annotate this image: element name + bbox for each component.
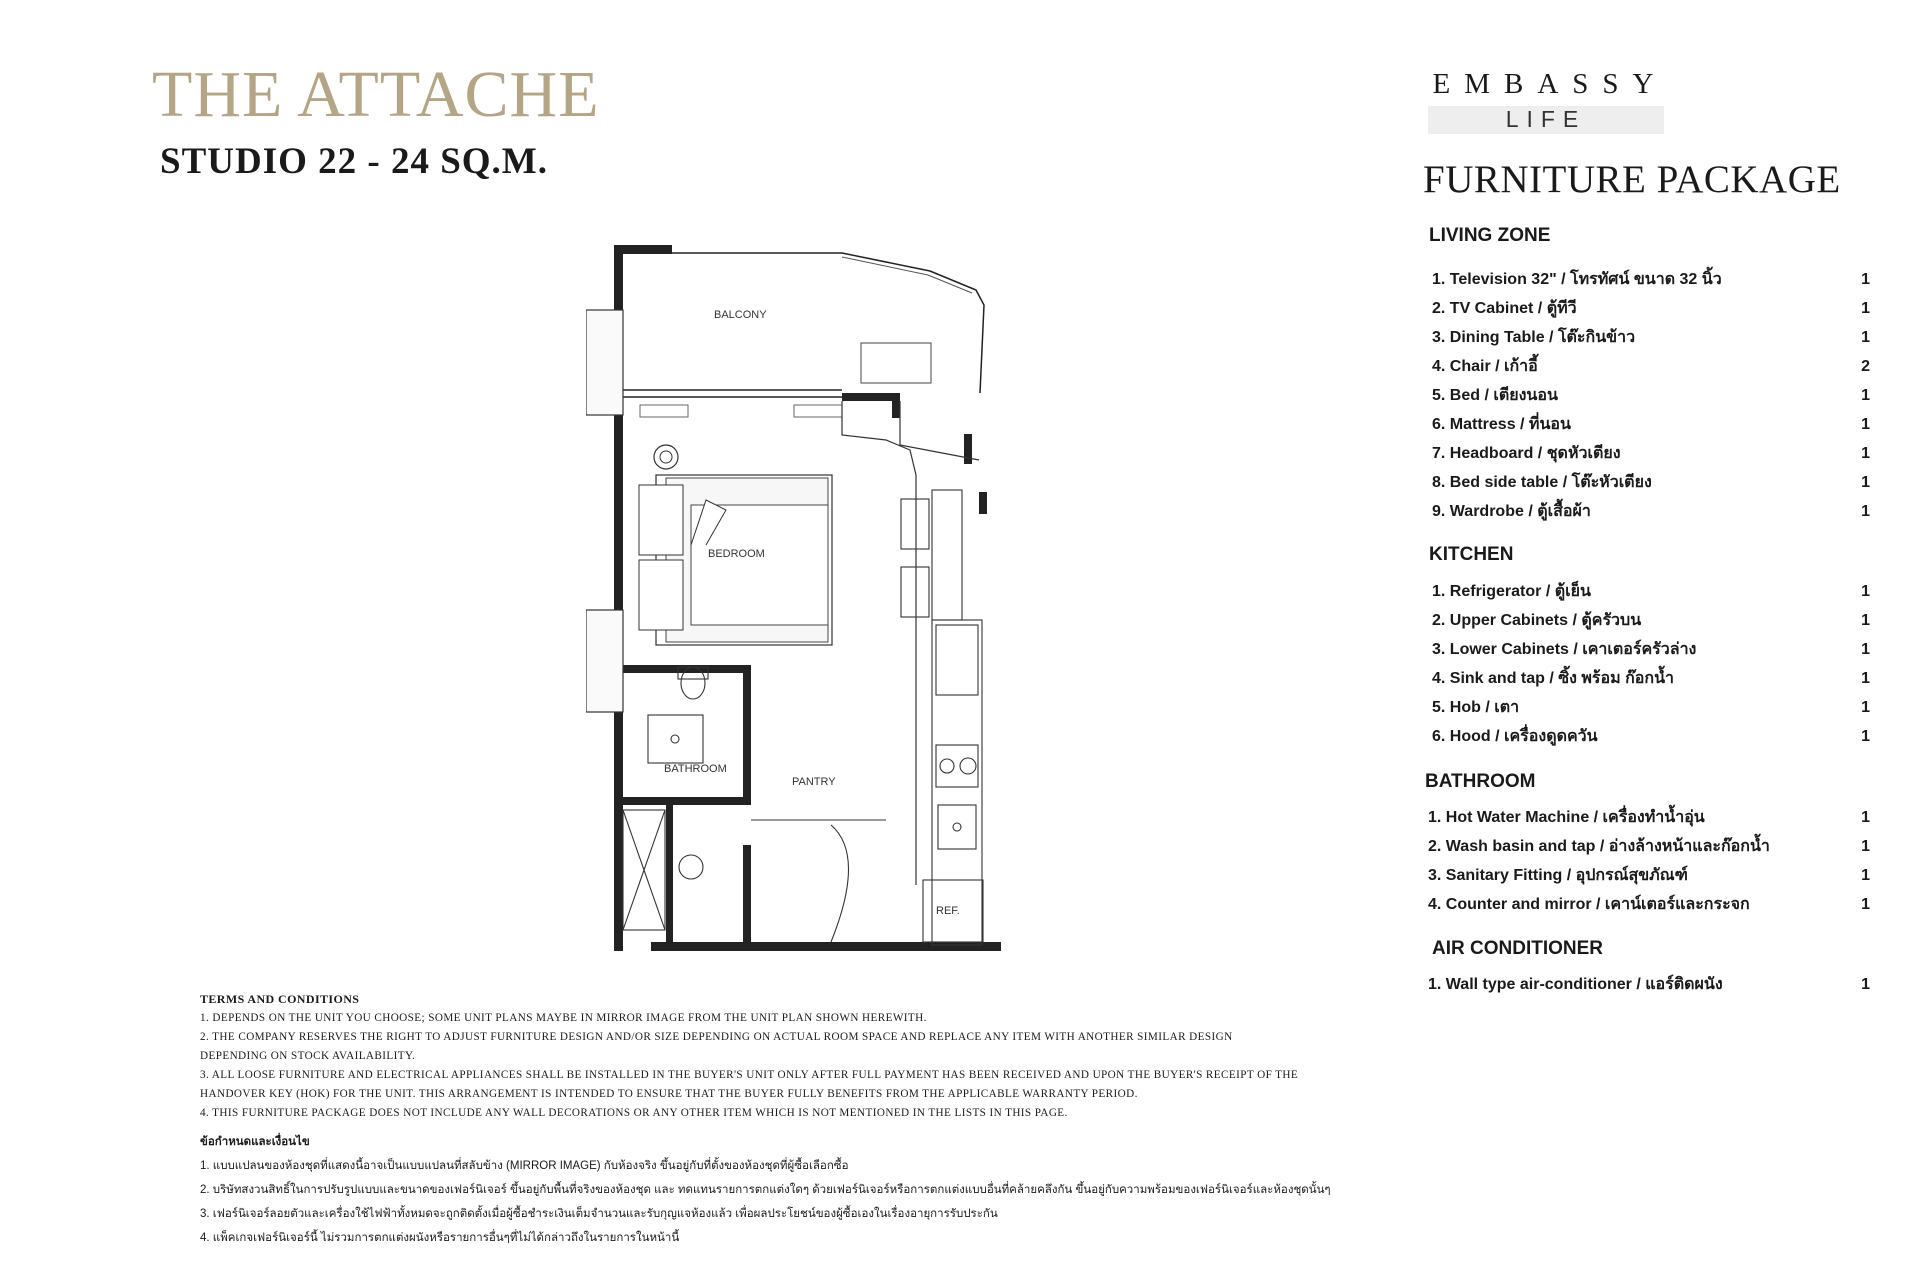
furniture-item: 1. Hot Water Machine / เครื่องทำน้ำอุ่น (1428, 809, 1705, 826)
bedside-table (654, 445, 678, 469)
terms-line-th: 1. แบบแปลนของห้องชุดที่แสดงนี้อาจเป็นแบบแปลนที่สลับข้าง (MIRROR IMAGE) กับห้องจริง ขึ้นอยู่กับที่ตั้งของห้องชุดที่ผู้ซื้อเลือกซื้อ (200, 1160, 849, 1172)
furniture-qty: 1 (1861, 867, 1870, 884)
zone-heading-living: LIVING ZONE (1429, 225, 1551, 246)
furniture-qty: 1 (1861, 976, 1870, 993)
furniture-item: 2. Wash basin and tap / อ่างล้างหน้าและก๊อกน้ำ (1428, 838, 1770, 855)
furniture-qty: 2 (1861, 358, 1870, 375)
room-label-balcony: BALCONY (714, 309, 767, 321)
column-left-bottom (586, 610, 623, 712)
furniture-qty: 1 (1861, 416, 1870, 433)
furniture-qty: 1 (1861, 503, 1870, 520)
room-label-bathroom: BATHROOM (664, 763, 727, 775)
terms-line-th: 2. บริษัทสงวนสิทธิ์ในการปรับรูปแบบและขนาดของเฟอร์นิเจอร์ ขึ้นอยู่กับพื้นที่จริงของห้องชุด และ ทดแทนรายการตกแต่งใดๆ ด้วยเฟอร์นิเจอร์หรือการตกแต่งแบบอื่นที่คล้ายคลึงกัน ขึ้นอยู่กับความพร้อมของเฟอร์นิเจอร์และห้องชุดนั้นๆ (200, 1184, 1331, 1196)
furniture-qty: 1 (1861, 445, 1870, 462)
unit-type-subtitle: STUDIO 22 - 24 SQ.M. (160, 141, 548, 182)
terms-line: HANDOVER KEY (HOK) FOR THE UNIT. THIS ARRANGEMENT IS INTENDED TO ENSURE THAT THE BUYER FULLY BENEFITS FROM THE APPLICABLE WARRANTY PERIOD. (200, 1088, 1138, 1100)
furniture-qty: 1 (1861, 271, 1870, 288)
room-label-ref: REF. (936, 905, 960, 917)
terms-title-th: ข้อกำหนดและเงื่อนไข (200, 1136, 310, 1148)
furniture-item: 5. Bed / เตียงนอน (1432, 387, 1558, 404)
wardrobe-right (794, 405, 842, 417)
furniture-qty: 1 (1861, 641, 1870, 658)
wardrobe-left (640, 405, 688, 417)
furniture-item: 2. TV Cabinet / ตู้ทีวี (1432, 300, 1577, 317)
furniture-item: 4. Chair / เก้าอี้ (1432, 358, 1538, 375)
furniture-item: 3. Lower Cabinets / เคาเตอร์ครัวล่าง (1432, 641, 1697, 658)
kitchen-counter (923, 620, 983, 945)
furniture-item: 9. Wardrobe / ตู้เสื้อผ้า (1432, 503, 1591, 520)
furniture-item: 2. Upper Cabinets / ตู้ครัวบน (1432, 612, 1642, 629)
furniture-item: 4. Counter and mirror / เคาน์เตอร์และกระจก (1428, 896, 1750, 913)
furniture-qty: 1 (1861, 583, 1870, 600)
entry-corridor (842, 401, 979, 885)
furniture-item: 1. Television 32" / โทรทัศน์ ขนาด 32 นิ้ว (1432, 271, 1722, 288)
room-label-pantry: PANTRY (792, 776, 836, 788)
terms-line: 4. THIS FURNITURE PACKAGE DOES NOT INCLUDE ANY WALL DECORATIONS OR ANY OTHER ITEM WHICH IS NOT MENTIONED IN THE LISTS IN THIS PAGE. (200, 1107, 1068, 1119)
zone-heading-kitchen: KITCHEN (1429, 544, 1514, 565)
terms-line-th: 3. เฟอร์นิเจอร์ลอยตัวและเครื่องใช้ไฟฟ้าทั้งหมดจะถูกติดตั้งเมื่อผู้ซื้อชำระเงินเต็มจำนวนและรับกุญแจห้องแล้ว เพื่อผลประโยชน์ของผู้ซื้อเองในเรื่องอายุการรับประกัน (200, 1208, 998, 1220)
furniture-item: 5. Hob / เตา (1432, 699, 1520, 716)
furniture-item: 1. Refrigerator / ตู้เย็น (1432, 583, 1591, 600)
furniture-item: 1. Wall type air-conditioner / แอร์ติดผนัง (1428, 976, 1723, 993)
furniture-qty: 1 (1861, 612, 1870, 629)
dining-set (901, 490, 962, 620)
zone-heading-air-conditioner: AIR CONDITIONER (1432, 938, 1603, 959)
furniture-item: 4. Sink and tap / ซิ้ง พร้อม ก๊อกน้ำ (1432, 670, 1675, 687)
furniture-qty: 1 (1861, 387, 1870, 404)
terms-conditions-th (200, 1130, 1400, 1250)
ac-outdoor-unit (861, 343, 931, 383)
floor-plan-drawing (586, 245, 1001, 951)
project-title: THE ATTACHE (152, 58, 600, 131)
brand-logo-life: LIFE (1505, 106, 1587, 132)
room-label-bedroom: BEDROOM (708, 548, 765, 560)
terms-line: 1. DEPENDS ON THE UNIT YOU CHOOSE; SOME UNIT PLANS MAYBE IN MIRROR IMAGE FROM THE UNIT PLAN SHOWN HEREWITH. (200, 1012, 927, 1024)
furniture-item: 3. Dining Table / โต๊ะกินข้าว (1432, 329, 1636, 346)
furniture-qty: 1 (1861, 809, 1870, 826)
furniture-item: 7. Headboard / ชุดหัวเตียง (1432, 445, 1621, 462)
furniture-item: 8. Bed side table / โต๊ะหัวเตียง (1432, 474, 1652, 491)
terms-conditions-en (200, 990, 1390, 1123)
terms-line: 2. THE COMPANY RESERVES THE RIGHT TO ADJUST FURNITURE DESIGN AND/OR SIZE DEPENDING ON ACTUAL ROOM SPACE AND REPLACE ANY ITEM WITH ANOTHER SIMILAR DESIGN (200, 1031, 1233, 1043)
furniture-qty: 1 (1861, 896, 1870, 913)
terms-line: 3. ALL LOOSE FURNITURE AND ELECTRICAL APPLIANCES SHALL BE INSTALLED IN THE BUYER'S UNIT ONLY AFTER FULL PAYMENT HAS BEEN RECEIVED AND UPON THE BUYER'S RECEIPT OF THE (200, 1069, 1299, 1081)
furniture-item: 6. Hood / เครื่องดูดควัน (1432, 728, 1598, 745)
furniture-qty: 1 (1861, 699, 1870, 716)
furniture-qty: 1 (1861, 329, 1870, 346)
furniture-item: 3. Sanitary Fitting / อุปกรณ์สุขภัณฑ์ (1428, 867, 1688, 884)
zone-heading-bathroom: BATHROOM (1425, 771, 1536, 792)
furniture-qty: 1 (1861, 838, 1870, 855)
furniture-package-title: FURNITURE PACKAGE (1423, 158, 1841, 201)
brand-logo-embassy: EMBASSY (1432, 68, 1668, 100)
bedside-lamp (660, 451, 672, 463)
furniture-qty: 1 (1861, 728, 1870, 745)
terms-line-th: 4. แพ็คเกจเฟอร์นิเจอร์นี้ ไม่รวมการตกแต่งผนังหรือรายการอื่นๆที่ไม่ได้กล่าวถึงในรายการในหน้านี้ (200, 1232, 680, 1244)
furniture-qty: 1 (1861, 474, 1870, 491)
balcony-glazing (842, 257, 972, 293)
column-left-top (586, 310, 623, 415)
bed (639, 475, 832, 645)
terms-line: DEPENDING ON STOCK AVAILABILITY. (200, 1050, 416, 1062)
terms-title: TERMS AND CONDITIONS (200, 992, 360, 1006)
furniture-qty: 1 (1861, 300, 1870, 317)
furniture-item: 6. Mattress / ที่นอน (1432, 416, 1571, 433)
balcony-railing (623, 253, 984, 397)
furniture-qty: 1 (1861, 670, 1870, 687)
